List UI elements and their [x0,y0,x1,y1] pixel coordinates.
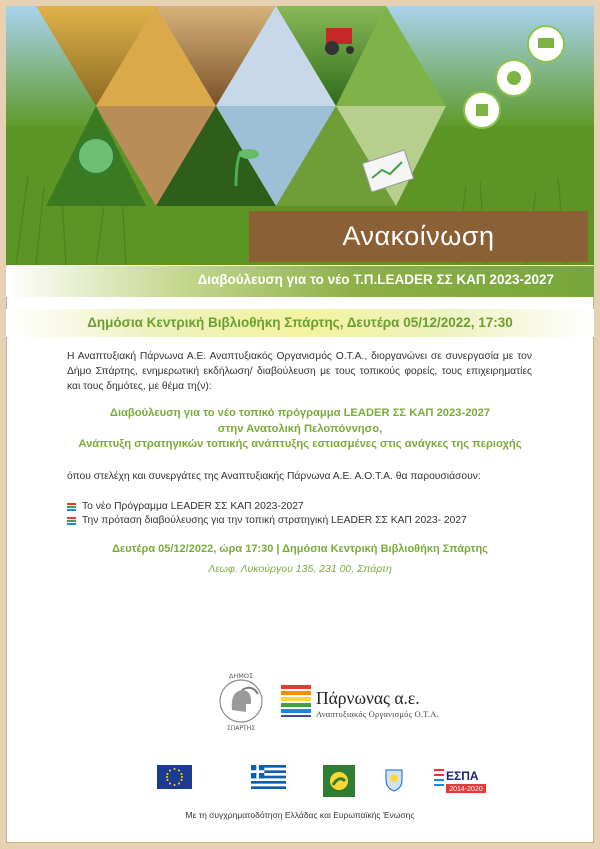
cofunding-statement: Με τη συγχρηματοδότηση Ελλάδας και Ευρωπαϊκής Ένωσης [185,810,415,820]
topic-block [50,406,550,453]
organizer-tagline: Αναπτυξιακός Οργανισμός Ο.Τ.Α. [316,709,439,719]
event-datetime-location: Δευτέρα 05/12/2022, ώρα 17:30 | Δημόσια Κεντρική Βιβλιοθήκη Σπάρτης [112,543,488,555]
topic-line: Ανάπτυξη στρατηγικών τοπικής ανάπτυξης εστιασμένες στις ανάγκες της περιοχής [78,438,522,450]
espa-logo [434,765,488,797]
espa-years: 2014-2020 [449,786,483,793]
intro-paragraph: Η Αναπτυξιακή Πάρνωνα Α.Ε. Αναπτυξιακός Οργανισμός Ο.Τ.Α., διοργανώνει σε συνεργασία με τον Δήμο Σπάρτης, ενημερωτική εκδήλωση/ διαβούλευση με τους τοπικούς φορείς, τους επιχειρηματίες και τους δημότες, με θέμα τη(ν): [67,351,532,392]
bullet-stripes-icon [67,517,76,526]
leader-logo-icon [323,765,355,797]
bullet-text: Την πρόταση διαβούλευσης για την τοπική στρατηγική LEADER ΣΣ ΚΑΠ 2023- 2027 [82,515,467,526]
municipality-label-top: ΔΗΜΟΣ [228,672,254,680]
bullet-list [67,500,537,528]
event-address: Λεωφ. Λυκούργου 135, 231 00, Σπάρτη [208,563,392,575]
dateline-text: Δημόσια Κεντρική Βιβλιοθήκη Σπάρτης, Δευτέρα 05/12/2022, 17:30 [87,315,513,330]
topic-line: στην Ανατολική Πελοπόννησο, [217,422,383,435]
dateline-band [6,309,594,337]
spartan-helmet-icon [212,670,270,732]
espa-label: ΕΣΠΑ [446,769,479,783]
bullet-stripes-icon [67,503,76,512]
parnonas-stripes-icon [281,685,311,717]
municipality-label-bottom: ΣΠΑΡΤΗΣ [227,725,255,732]
list-item [67,500,537,514]
subtitle-band [6,266,594,297]
presenters-intro: όπου στελέχη και συνεργάτες της Αναπτυξιακής Πάρνωνα Α.Ε. Α.Ο.Τ.Α. θα παρουσιάσουν: [67,471,481,482]
subtitle-text: Διαβούλευση για το νέο Τ.Π.LEADER ΣΣ ΚΑΠ 2023-2027 [197,272,554,287]
topic-line: Διαβούλευση για το νέο τοπικό πρόγραμμα LEADER ΣΣ ΚΑΠ 2023-2027 [109,407,491,419]
ministry-emblem-icon [383,767,405,793]
greek-flag-icon [251,765,286,789]
list-item [67,514,537,528]
eu-flag-icon [157,765,192,789]
announcement-title: Ανακοίνωση [249,211,588,262]
funding-logos [0,765,600,805]
bullet-text: Το νέο Πρόγραμμα LEADER ΣΣ ΚΑΠ 2023-2027 [82,501,304,512]
organizer-name: Πάρνωνας α.ε. [316,688,420,708]
